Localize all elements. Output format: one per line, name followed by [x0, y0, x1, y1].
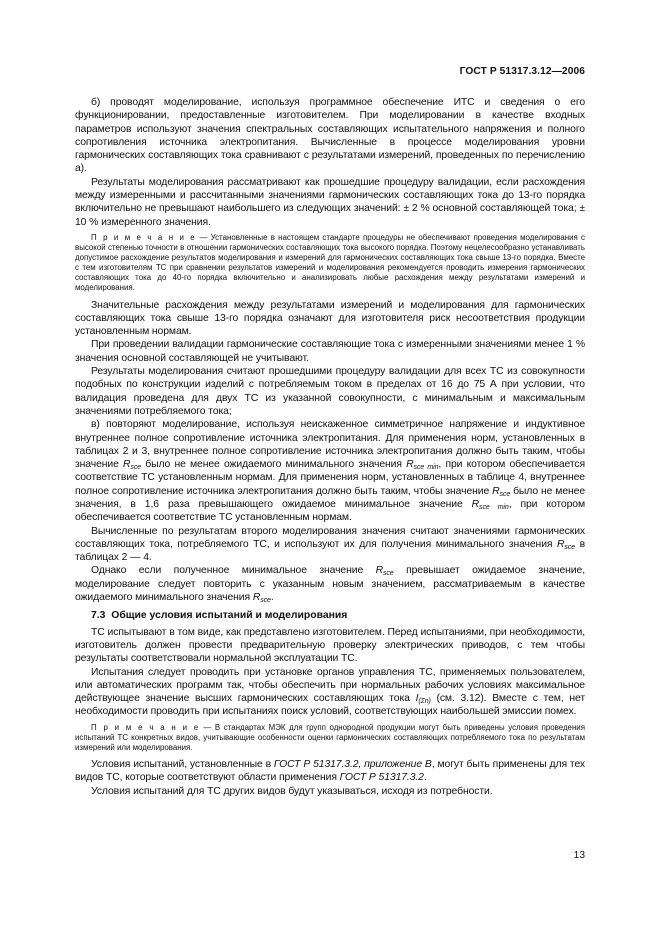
paragraph-other: Условия испытаний для ТС других видов будут указываться, исходя из потребности.	[91, 785, 493, 797]
text-run: , при котором обеспечивается соответствие ТС установленным нормам. Для применения норм, установленных в таблице 4, внутреннее полное сопротивление источника электропитания должно быть таким, чтобы значение	[75, 459, 586, 497]
text-run: было не менее значения, в 1,6 раза превышающего ожидаемое минимальное значение	[75, 485, 586, 510]
symbol-r: $R_{sce}$	[375, 565, 394, 578]
page-number: 13	[573, 850, 585, 861]
standard-reference: ГОСТ Р 51317.3.2, приложение В	[273, 759, 432, 771]
text-run: Испытания следует проводить при установке органов управления ТС, применяемых пользователем, или автоматических программ так, чтобы обеспечить при нормальных рабочих условиях максимальное действующее значение высших гармонических составляющих тока	[75, 666, 585, 705]
text-run: Однако если полученное минимальное значение	[91, 565, 376, 577]
paragraph-b: б) проводят моделирование, используя программное обеспечение ИТС и сведения о его функционировании, предоставленные изготовителем. При моделировании в качестве входных параметров используют значения спектральных составляющих испытательного напряжения и полного сопротивления источника электропитания. Вычисленные в процессе моделирования уровни гармонических составляющих тока сравнивают с результатами измерений, проведенных по перечислению а).	[75, 97, 585, 175]
text-run: Условия испытаний, установленные в	[91, 759, 274, 771]
paragraph-validation: При проведении валидации гармонические составляющие тока с измеренными значениями менее 1 % значения основной составляющей не учитывают.	[75, 339, 585, 364]
text-run: в таблицах 2 — 4.	[75, 538, 585, 564]
paragraph-significant: Значительные расхождения между результатами измерений и моделирования для гармонических составляющих тока свыше 13-го порядка означают для изготовителя риск несоответствия продукции установленным нормам.	[75, 299, 585, 338]
symbol-r: $R_{sce}$	[252, 592, 271, 605]
note-2	[75, 723, 585, 753]
note-label: П р и м е ч а н и е	[91, 722, 200, 732]
text-run: , могут быть применены для тех видов ТС, которые соответствуют области применения	[75, 759, 586, 784]
page-content	[75, 96, 585, 798]
note-1	[75, 233, 585, 294]
text-run: было не менее ожидаемого минимального значения	[141, 459, 407, 471]
paragraph-however	[75, 564, 585, 604]
symbol-r: $R_{sce}$	[557, 538, 575, 551]
paragraph-results-2: Результаты моделирования считают прошедшими процедуру валидации для всех ТС из совокупности подобных по конструкции изделий с потребляемым током в пределах от 16 до 75 А при условии, что валидация проведена для двух ТС из указанной совокупности, с минимальным и максимальным значениями потребляемого тока;	[75, 366, 585, 417]
paragraph-conditions	[75, 758, 585, 785]
section-heading	[75, 609, 585, 622]
symbol-i-sigma: $I_{(\Sigma n)}$	[415, 693, 431, 706]
section-number: 7.3	[91, 610, 106, 622]
text-run: .	[423, 772, 427, 784]
standard-reference: ГОСТ Р 51317.3.2	[339, 772, 424, 784]
text-run: превышает ожидаемое значение, моделирование следует повторить с указанным новым значением, рассматриваемым в качестве ожидаемого минимального значения	[75, 565, 585, 604]
paragraph-results: Результаты моделирования рассматривают как прошедшие процедуру валидации, если расхождения между измеренными и рассчитанными значениями гармонических составляющих тока до 13-го порядка включительно не превышают наибольшего из следующих значений: ± 2 % основной составляющей тока; ± 10 % измеренного значения.	[75, 176, 585, 228]
text-run: .	[270, 592, 274, 604]
note-text: — Установленные в настоящем стандарте процедуры не обеспечивают проведения моделирования с высокой степенью точности в отношении гармонических составляющих тока высокого порядка. Поэтому нецелесообразно устанавливать допустимое расхождение результатов моделирования и измерений для гармонических составляющих тока свыше 13-го порядка. Вместе с тем изготовителям ТС при сравнении результатов измерений и моделирования рекомендуется проводить измерения гармонических составляющих тока до 40-го порядка включительно и анализировать любые расхождения между результатами измерений и моделирования.	[75, 232, 585, 293]
note-label: П р и м е ч а н и е	[91, 232, 197, 242]
paragraph-c	[75, 418, 585, 524]
symbol-r-min: $R_{sce min}$	[406, 459, 439, 472]
paragraph-computed	[75, 525, 585, 565]
paragraph-tested: ТС испытывают в том виде, как представлено изготовителем. Перед испытаниями, при необходимости, изготовитель должен провести предварительную проверку электрических приводов, с тем чтобы результаты соответствовали нормальной эксплуатации ТС.	[75, 626, 585, 665]
text-run: в) повторяют моделирование, используя неискаженное симметричное напряжение и индуктивное внутреннее полное сопротивление источника электропитания. Для применения норм, установленных в таблицах 2 и 3, внутреннее полное сопротивление источника электропитания должно быть таким, чтобы значение	[75, 419, 585, 471]
note-text: — В стандартах МЭК для групп однородной продукции могут быть приведены условия проведения испытаний ТС конкретных видов, учитывающие особенности оценки гармонических составляющих потребляемого тока по результатам измерений или моделирования.	[75, 722, 585, 752]
text-run: (см. 3.12). Вместе с тем, нет необходимости проводить при испытаниях поиск условий, соответствующих наибольшей эмиссии помех.	[75, 693, 585, 718]
text-run: , при котором обеспечивается соответствие ТС установленным нормам.	[75, 498, 586, 524]
section-title: Общие условия испытаний и моделирования	[111, 610, 348, 622]
symbol-r: $R_{sce}$	[123, 459, 142, 472]
symbol-r-min: $R_{sce min}$	[471, 498, 509, 511]
symbol-r: $R_{sce}$	[492, 485, 511, 498]
document-header: ГОСТ Р 51317.3.12—2006	[459, 66, 585, 77]
paragraph-tests	[75, 666, 585, 719]
text-run: Вычисленные по результатам второго моделирования значения считают значениями гармонических составляющих тока, потребляемого ТС, и используют их для получения минимального значения	[75, 525, 585, 550]
